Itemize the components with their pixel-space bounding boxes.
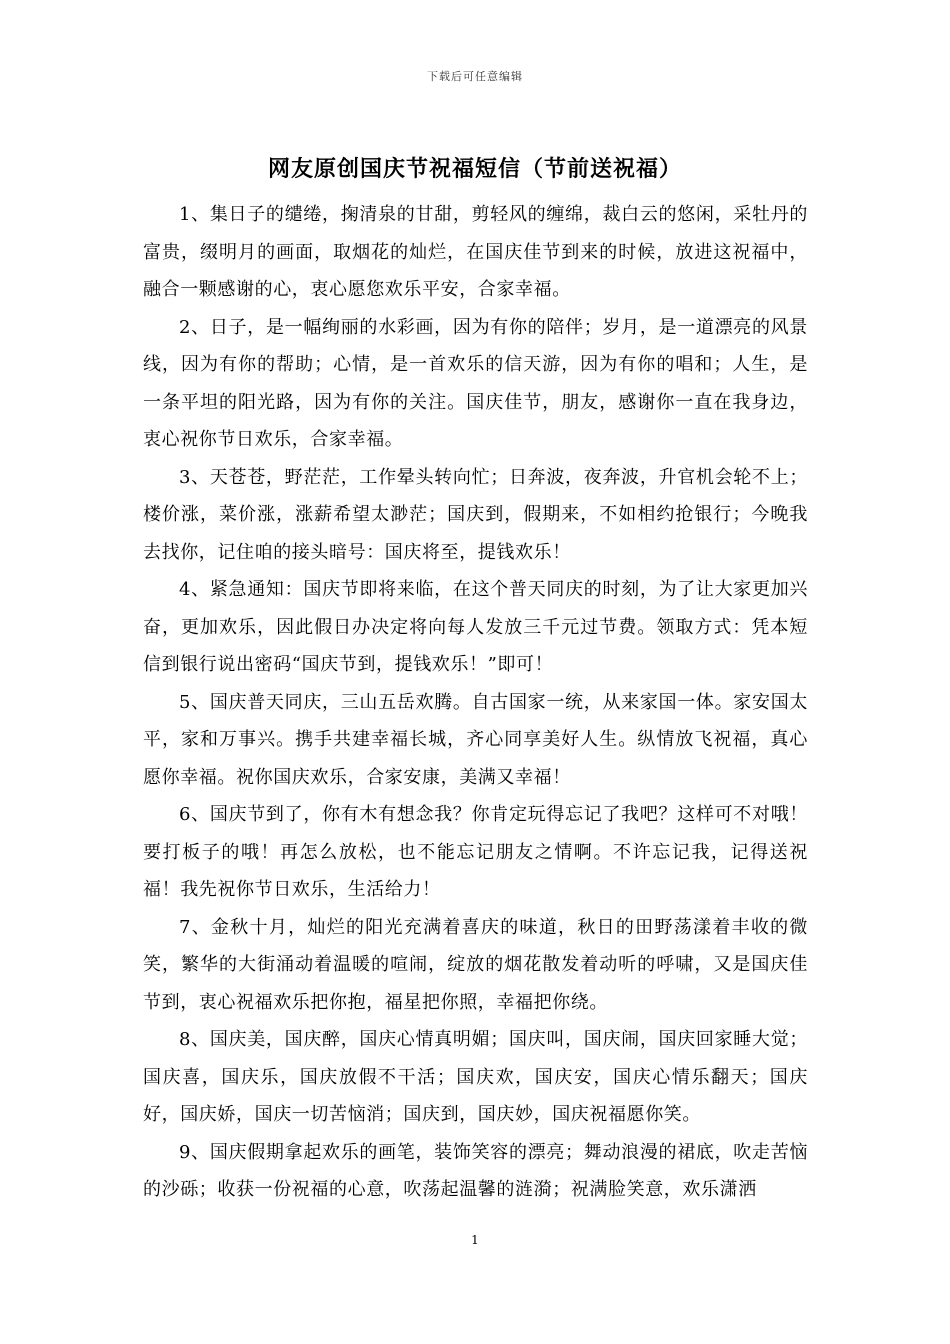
paragraph-1: 1、集日子的缱绻，掬清泉的甘甜，剪轻风的缠绵，裁白云的悠闲，采牡丹的富贵，缀明月的画面，取烟花的灿烂，在国庆佳节到来的时候，放进这祝福中，融合一颗感谢的心，衷心愿您欢乐平安，合家幸福。 [143,204,808,300]
paragraph-6: 6、国庆节到了，你有木有想念我？你肯定玩得忘记了我吧？这样可不对哦！要打板子的哦！再怎么放松，也不能忘记朋友之情啊。不许忘记我，记得送祝福！我先祝你节日欢乐，生活给力！ [143,804,808,900]
paragraph-8: 8、国庆美，国庆醉，国庆心情真明媚；国庆叫，国庆闹，国庆回家睡大觉；国庆喜，国庆乐，国庆放假不干活；国庆欢，国庆安，国庆心情乐翻天；国庆好，国庆娇，国庆一切苦恼消；国庆到，国庆妙，国庆祝福愿你笑。 [143,1029,808,1125]
paragraph-9: 9、国庆假期拿起欢乐的画笔，装饰笑容的漂亮；舞动浪漫的裙底，吹走苦恼的沙砾；收获一份祝福的心意，吹荡起温馨的涟漪；祝满脸笑意，欢乐潇洒 [143,1141,808,1200]
document-title: 网友原创国庆节祝福短信（节前送祝福） [267,156,682,182]
paragraph-5: 5、国庆普天同庆，三山五岳欢腾。自古国家一统，从来家国一体。家安国太平，家和万事兴。携手共建幸福长城，齐心同享美好人生。纵情放飞祝福，真心愿你幸福。祝你国庆欢乐，合家安康，美满又幸福！ [143,691,808,788]
page-header-note: 下载后可任意编辑 [427,70,523,83]
page-number: 1 [471,1233,479,1247]
paragraph-7: 7、金秋十月，灿烂的阳光充满着喜庆的味道，秋日的田野荡漾着丰收的微笑，繁华的大街涌动着温暖的喧闹，绽放的烟花散发着动听的呼啸，又是国庆佳节到，衷心祝福欢乐把你抱，福星把你照，幸福把你绕。 [143,916,808,1013]
paragraph-4: 4、紧急通知：国庆节即将来临，在这个普天同庆的时刻，为了让大家更加兴奋，更加欢乐，因此假日办决定将向每人发放三千元过节费。领取方式：凭本短信到银行说出密码“国庆节到，提钱欢乐！”即可！ [143,579,808,675]
paragraph-2: 2、日子，是一幅绚丽的水彩画，因为有你的陪伴；岁月，是一道漂亮的风景线，因为有你的帮助；心情，是一首欢乐的信天游，因为有你的唱和；人生，是一条平坦的阳光路，因为有你的关注。国庆佳节，朋友，感谢你一直在我身边，衷心祝你节日欢乐，合家幸福。 [143,316,808,450]
paragraph-3: 3、天苍苍，野茫茫，工作晕头转向忙；日奔波，夜奔波，升官机会轮不上；楼价涨，菜价涨，涨薪希望太渺茫；国庆到，假期来，不如相约抢银行；今晚我去找你，记住咱的接头暗号：国庆将至，提钱欢乐！ [143,466,808,563]
document-body [143,196,808,1209]
